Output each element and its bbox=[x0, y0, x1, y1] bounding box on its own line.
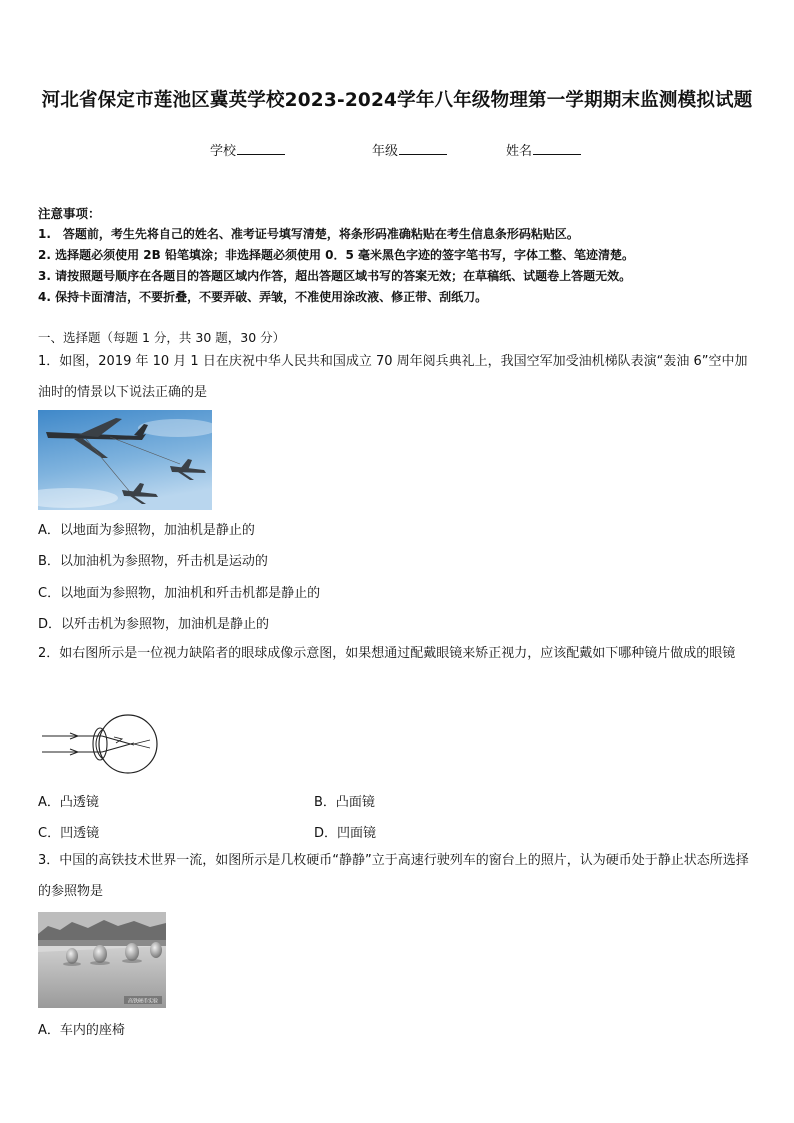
notice-item: 1. 答题前，考生先将自己的姓名、准考证号填写清楚，将条形码准确粘贴在考生信息条形码粘贴区。 bbox=[38, 227, 579, 241]
name-label: 姓名 bbox=[506, 144, 533, 159]
section-title: 一、选择题（每题 1 分，共 30 题，30 分） bbox=[38, 330, 286, 345]
q3-option-a: A．车内的座椅 bbox=[38, 1023, 125, 1038]
name-field bbox=[506, 140, 581, 159]
eye-diagram bbox=[38, 708, 162, 780]
q2-option-c: C．凹透镜 bbox=[38, 826, 100, 841]
q2-option-d: D．凹面镜 bbox=[314, 826, 377, 841]
q1-option-d: D．以歼击机为参照物，加油机是静止的 bbox=[38, 617, 270, 632]
aerial-refueling-photo bbox=[38, 410, 212, 510]
coins-on-train-photo bbox=[38, 912, 166, 1008]
q1-option-c: C．以地面为参照物，加油机和歼击机都是静止的 bbox=[38, 586, 321, 601]
page-title: 河北省保定市莲池区冀英学校2023-2024学年八年级物理第一学期期末监测模拟试题 bbox=[41, 90, 753, 111]
notice-item: 3. 请按照题号顺序在各题目的答题区域内作答，超出答题区域书写的答案无效；在草稿纸、试题卷上答题无效。 bbox=[38, 269, 632, 283]
name-blank bbox=[533, 142, 581, 155]
photo-caption: 高铁硬币实验 bbox=[127, 998, 159, 1005]
school-label: 学校 bbox=[210, 144, 237, 159]
question-3-text: 3．中国的高铁技术世界一流，如图所示是几枚硬币“静静”立于高速行驶列车的窗台上的照片，认为硬币处于静止状态所选择的参照物是 bbox=[38, 853, 749, 899]
notice-heading: 注意事项： bbox=[38, 206, 101, 221]
q1-option-b: B．以加油机为参照物，歼击机是运动的 bbox=[38, 554, 268, 569]
question-1-text: 1．如图，2019 年 10 月 1 日在庆祝中华人民共和国成立 70 周年阅兵典礼上，我国空军加受油机梯队表演“轰油 6”空中加油时的情景以下说法正确的是 bbox=[38, 354, 748, 400]
q2-option-a: A．凸透镜 bbox=[38, 795, 99, 810]
q1-option-a: A．以地面为参照物，加油机是静止的 bbox=[38, 523, 255, 538]
grade-label: 年级 bbox=[372, 144, 399, 159]
question-2-text: 2．如右图所示是一位视力缺陷者的眼球成像示意图，如果想通过配戴眼镜来矫正视力，应该配戴如下哪种镜片做成的眼镜 bbox=[38, 646, 736, 661]
grade-field bbox=[372, 140, 447, 159]
grade-blank bbox=[399, 142, 447, 155]
notice-item: 2. 选择题必须使用 2B 铅笔填涂；非选择题必须使用 0．5 毫米黑色字迹的签字笔书写，字体工整、笔迹清楚。 bbox=[38, 248, 634, 262]
school-field bbox=[210, 140, 285, 159]
q2-option-b: B．凸面镜 bbox=[314, 795, 375, 810]
school-blank bbox=[237, 142, 285, 155]
notice-item: 4. 保持卡面清洁，不要折叠，不要弄破、弄皱，不准使用涂改液、修正带、刮纸刀。 bbox=[38, 290, 488, 304]
